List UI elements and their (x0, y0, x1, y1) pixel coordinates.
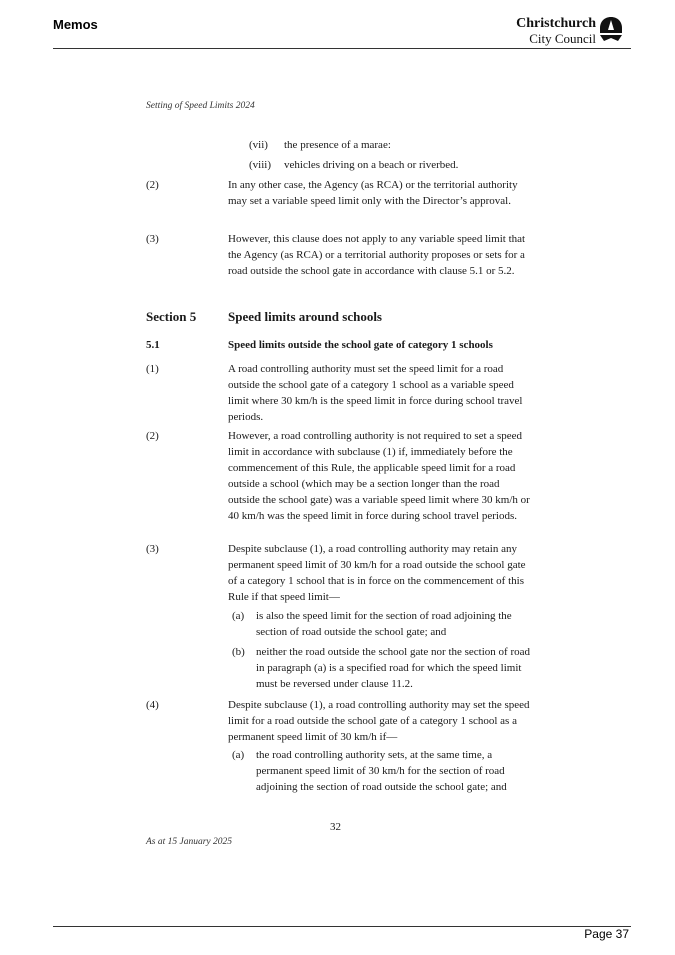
paragraph-number: (1) (146, 363, 159, 375)
council-logo (510, 16, 630, 46)
memo-label: Memos (53, 17, 98, 32)
subparagraph-number: (a) (232, 749, 245, 761)
paragraph-text: However, a road controlling authority is not required to set a speed limit in accordance with subclause (1) if, immediately before the commencement of this Rule, the applicable speed limit for a road outside a school (which may be a section longer than the road outside the school gate) was a variable speed limit where 30 km/h or 40 km/h was the speed limit in force during school travel periods. (228, 430, 530, 522)
paragraph-text: In any other case, the Agency (as RCA) or the territorial authority may set a variable speed limit only with the Director’s approval. (228, 179, 518, 207)
logo-line1: Christchurch (516, 16, 596, 31)
paragraph-number: (3) (146, 543, 159, 555)
section-number: Section 5 (146, 309, 197, 324)
clause-title: Speed limits outside the school gate of category 1 schools (228, 339, 493, 351)
page-number: Page 37 (584, 927, 629, 941)
running-head: Setting of Speed Limits 2024 (146, 101, 255, 111)
paragraph-text: Despite subclause (1), a road controlling authority may retain any permanent speed limit of 30 km/h for a road outside the school gate of a category 1 school that is in force on the commencement of this Rule if that speed limit— (228, 543, 526, 603)
footer-divider (53, 926, 631, 927)
item-text: vehicles driving on a beach or riverbed. (284, 159, 459, 171)
subparagraph-text: neither the road outside the school gate nor the section of road in paragraph (a) is a specified road for which the speed limit must be reversed under clause 11.2. (256, 646, 530, 690)
paragraph-number: (3) (146, 233, 159, 245)
logo-line2: City Council (529, 31, 596, 46)
paragraph-number: (4) (146, 699, 159, 711)
cathedral-logo-icon (598, 16, 624, 44)
paragraph-text: A road controlling authority must set the speed limit for a road outside the school gate of a category 1 school as a variable speed limit where 30 km/h is the speed limit in force during school travel periods. (228, 363, 523, 423)
item-number: (viii) (249, 159, 271, 171)
as-at-date: As at 15 January 2025 (146, 837, 233, 847)
subparagraph-number: (a) (232, 610, 245, 622)
subparagraph-text: the road controlling authority sets, at the same time, a permanent speed limit of 30 km/h for the section of road adjoining the section of road outside the school gate; and (256, 749, 507, 793)
item-text: the presence of a marae: (284, 139, 391, 151)
page-folio: 32 (330, 821, 341, 833)
subparagraph-number: (b) (232, 646, 245, 658)
section-title: Speed limits around schools (228, 309, 382, 324)
paragraph-text: Despite subclause (1), a road controlling authority may set the speed limit for a road outside the school gate of a category 1 school as a permanent speed limit of 30 km/h if— (228, 699, 530, 743)
paragraph-number: (2) (146, 179, 159, 191)
paragraph-text: However, this clause does not apply to any variable speed limit that the Agency (as RCA) or a territorial authority proposes or sets for a road outside the school gate in accordance with clause 5.1 or 5.2. (228, 233, 526, 277)
paragraph-number: (2) (146, 430, 159, 442)
clause-number: 5.1 (146, 339, 160, 351)
subparagraph-text: is also the speed limit for the section of road adjoining the section of road outside the school gate; and (256, 610, 512, 638)
header-divider (53, 48, 631, 49)
item-number: (vii) (249, 139, 268, 151)
